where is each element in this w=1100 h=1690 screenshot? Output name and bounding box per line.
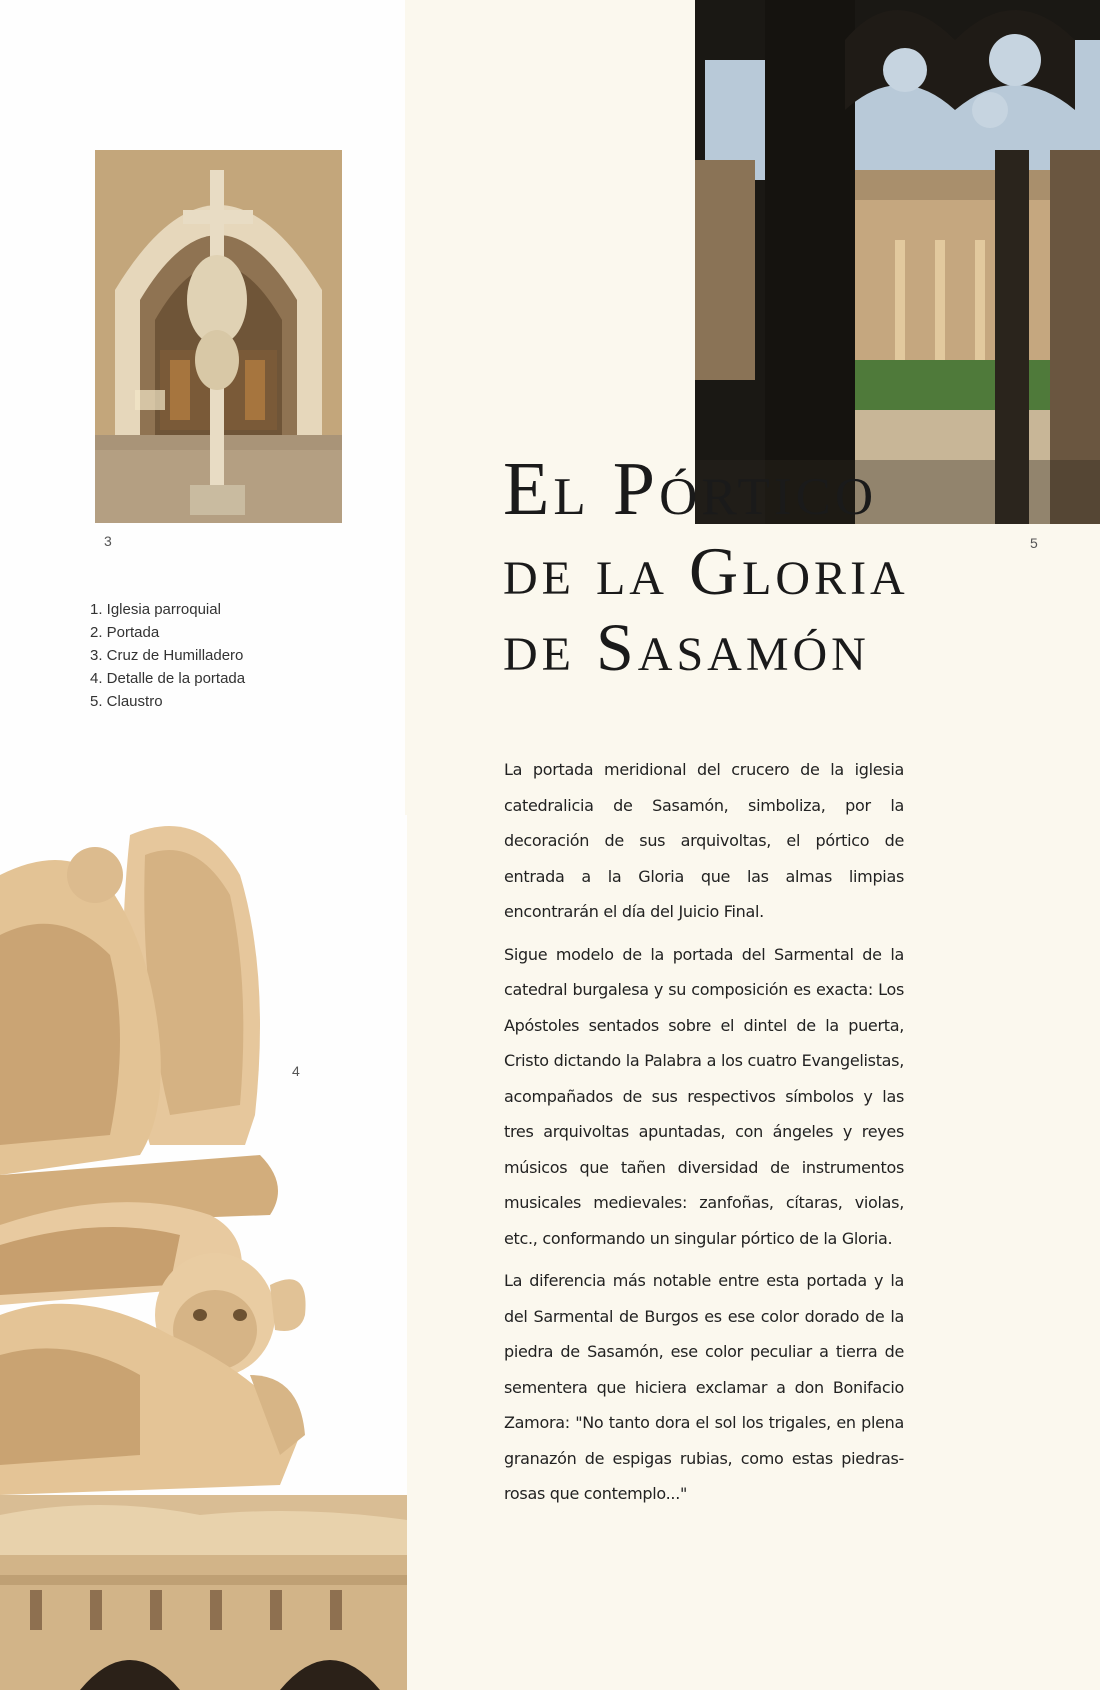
article-paragraph: Sigue modelo de la portada del Sarmental de la catedral burgalesa y su composición es exacta: Los Apóstoles sentados sobre el dintel de la puerta, Cristo dictando la Palabra a los cuatro Evangelistas, acompañados de sus respectivos símbolos y las tres arquivoltas apuntadas, con ángeles y reyes músicos que tañen diversidad de instrumentos musicales medievales: zanfoñas, cítaras, violas, etc., conformando un singular pórtico de la Gloria. — [504, 944, 904, 1248]
title-line-3: de Sasamón — [503, 609, 870, 685]
cross-chapel-illustration — [95, 150, 342, 523]
photo-number-4: 4 — [292, 1063, 300, 1079]
title-line-2: de la Gloria — [503, 533, 909, 609]
article-paragraph: La diferencia más notable entre esta portada y la del Sarmental de Burgos es ese color dorado de la piedra de Sasamón, ese color peculiar a tierra de sementera que hiciera exclamar a don Bonifacio Zamora: "No tanto dora el sol los trigales, en plena granazón de espigas rubias, como estas piedras-rosas que contemplo..." — [504, 1271, 904, 1503]
page-title — [503, 445, 909, 685]
title-line-1: El Pórtico — [503, 447, 878, 531]
caption-item: 2. Portada — [90, 624, 160, 641]
caption-item: 3. Cruz de Humilladero — [90, 647, 244, 664]
article-paragraph: La portada meridional del crucero de la iglesia catedralicia de Sasamón, simboliza, por la decoración de sus arquivoltas, el pórtico de entrada a la Gloria que las almas limpias encontrarán el día del Juicio Final. — [504, 760, 904, 921]
photo-captions-list — [90, 598, 245, 713]
caption-item: 4. Detalle de la portada — [90, 670, 246, 687]
portal-sculpture-photo — [0, 815, 407, 1690]
photo-number-5: 5 — [1030, 535, 1038, 551]
caption-item: 1. Iglesia parroquial — [90, 601, 221, 618]
caption-item: 5. Claustro — [90, 693, 163, 710]
cross-chapel-photo — [95, 150, 342, 523]
portal-sculpture-illustration — [0, 815, 407, 1690]
photo-number-3: 3 — [104, 533, 112, 549]
article-body — [504, 752, 904, 1519]
